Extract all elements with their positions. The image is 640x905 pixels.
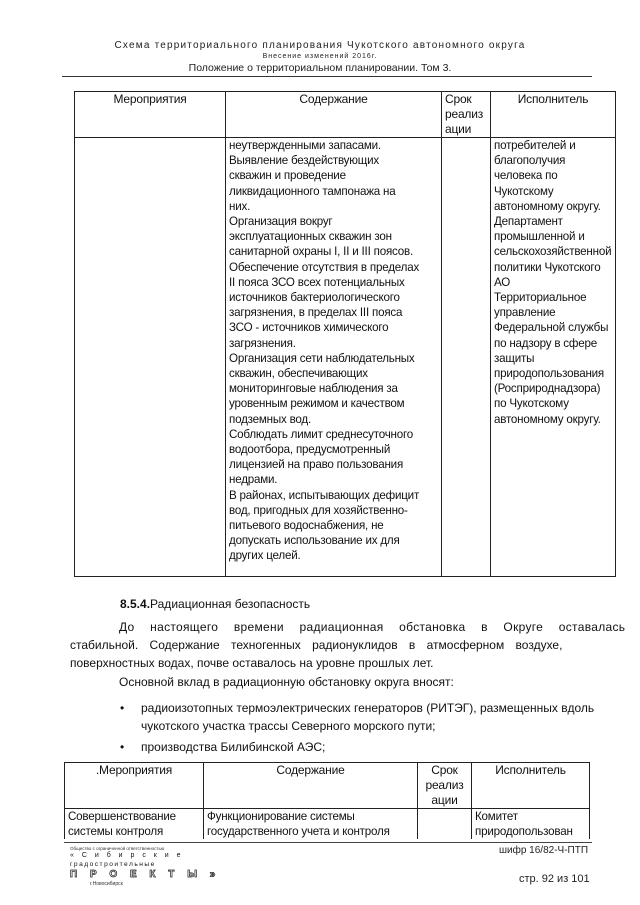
content-line: санитарной охраны I, II и III поясов. bbox=[229, 245, 413, 259]
header-divider bbox=[62, 76, 592, 77]
executor-line: промышленной и bbox=[494, 230, 585, 244]
executor-line: АО bbox=[494, 275, 511, 289]
company-org-line: Общество с ограниченной ответственностью bbox=[70, 846, 165, 851]
table-header-row bbox=[65, 763, 590, 809]
section-title: Радиационная безопасность bbox=[150, 597, 311, 611]
content-line: загрязнения, в пределах III пояса bbox=[229, 306, 403, 320]
bullet-line: чукотского участка трассы Северного морского пути; bbox=[141, 719, 436, 733]
content-line: мониторинговые наблюдения за bbox=[229, 382, 398, 396]
section-number: 8.5.4. bbox=[120, 597, 151, 611]
paragraph-radiation-status bbox=[70, 618, 626, 672]
content-line: источников бактериологического bbox=[229, 291, 400, 305]
executor-line: человека по bbox=[494, 169, 558, 183]
executor-line: потребителей и bbox=[494, 139, 576, 152]
page-number: стр. 92 из 101 bbox=[519, 873, 590, 885]
paragraph-line: Основной вклад в радиационную обстановку округа вносят: bbox=[119, 675, 454, 689]
content-line: скважин и проведение bbox=[229, 169, 346, 183]
content-line: неутвержденными запасами. bbox=[229, 139, 381, 152]
executor-line: автономному округу. bbox=[494, 199, 601, 213]
content-line: недрами. bbox=[229, 473, 278, 487]
col-content: Содержание bbox=[226, 92, 442, 138]
executor-line: Территориальное bbox=[494, 291, 587, 305]
cell-executor bbox=[472, 809, 590, 840]
col-content: Содержание bbox=[204, 763, 418, 809]
document-title: Схема территориального планирования Чукотского автономного округа bbox=[114, 40, 526, 51]
executor-line: природопользования bbox=[494, 367, 604, 381]
executor-line: природопользован bbox=[475, 825, 573, 839]
executor-line: управление bbox=[494, 306, 556, 320]
bullet-line: радиоизотопных термоэлектрических генераторов (РИТЭГ), размещенных вдоль bbox=[141, 701, 595, 715]
executor-line: политики Чукотского bbox=[494, 260, 601, 274]
content-line: вод, пригодных для хозяйственно- bbox=[229, 503, 408, 517]
content-line: скважин, обеспечивающих bbox=[229, 367, 368, 381]
content-line: лицензией на право пользования bbox=[229, 458, 404, 472]
col-executor: Исполнитель bbox=[491, 92, 616, 138]
col-term-line: ации bbox=[445, 122, 472, 136]
col-measures: Мероприятия bbox=[75, 92, 226, 138]
measures-table-2 bbox=[64, 762, 590, 839]
paragraph-line: поверхностных водах, почве оставалось на уровне прошлых лет. bbox=[70, 656, 434, 670]
content-line: II пояса ЗСО всех потенциальных bbox=[229, 275, 405, 289]
cell-executor bbox=[491, 138, 616, 577]
col-measures: .Мероприятия bbox=[65, 763, 204, 809]
content-line: ЗСО - источников химического bbox=[229, 321, 389, 335]
content-line: загрязнения. bbox=[229, 336, 296, 350]
paragraph-line: До настоящего времени радиационная обстановка в Округе оставалась bbox=[119, 620, 626, 634]
content-line: других целей. bbox=[229, 549, 301, 563]
content-line: государственного учета и контроля bbox=[207, 825, 390, 839]
col-term-line: реализ bbox=[425, 778, 464, 792]
document-cipher: шифр 16/82-Ч-ПТП bbox=[499, 845, 589, 856]
content-line: Обеспечение отсутствия в пределах bbox=[229, 260, 420, 274]
section-heading bbox=[120, 597, 310, 611]
paragraph-line: стабильной. Содержание техногенных радионуклидов в атмосферном воздухе, bbox=[70, 638, 563, 652]
bullet-item-npp bbox=[120, 738, 325, 756]
company-brand-line: « С и б и р с к и е bbox=[70, 852, 184, 859]
cell-term bbox=[442, 138, 491, 577]
table-row bbox=[75, 138, 616, 577]
executor-line: благополучия bbox=[494, 154, 566, 168]
document-volume: Положение о территориальном планировании. Том 3. bbox=[188, 62, 452, 74]
cell-content bbox=[204, 809, 418, 840]
col-term-line: реализ bbox=[445, 107, 484, 121]
table-row bbox=[65, 809, 590, 840]
content-line: водоотбора, предусмотренный bbox=[229, 443, 391, 457]
bullet-item-rtg bbox=[120, 699, 594, 735]
content-line: эксплуатационных скважин зон bbox=[229, 230, 392, 244]
col-term-line: Срок bbox=[431, 763, 458, 777]
executor-line: Департамент bbox=[494, 215, 563, 229]
content-line: Функционирование системы bbox=[207, 810, 355, 823]
col-term-line: ации bbox=[431, 793, 458, 807]
content-line: Соблюдать лимит среднесуточного bbox=[229, 427, 414, 441]
col-term bbox=[418, 763, 472, 809]
executor-line: защиты bbox=[494, 351, 535, 365]
cell-content bbox=[226, 138, 442, 577]
executor-line: Чукотскому bbox=[494, 184, 554, 198]
paragraph-main-contribution bbox=[119, 673, 454, 691]
content-line: ликвидационного тампонажа на bbox=[229, 184, 396, 198]
content-line: В районах, испытывающих дефицит bbox=[229, 488, 420, 502]
executor-line: (Росприроднадзора) bbox=[494, 382, 601, 396]
content-line: Организация сети наблюдательных bbox=[229, 351, 415, 365]
cell-measures bbox=[65, 809, 204, 840]
cell-term bbox=[418, 809, 472, 840]
measures-line: системы контроля bbox=[68, 825, 164, 839]
bullet-marker: • bbox=[120, 740, 125, 754]
executor-line: по надзору в сфере bbox=[494, 336, 597, 350]
executor-line: сельскохозяйственной bbox=[494, 245, 612, 259]
company-city: г.Новосибирск bbox=[90, 881, 123, 887]
company-brand-line: П Р О Е К Т Ы » bbox=[70, 869, 221, 880]
executor-line: Федеральной службы bbox=[494, 321, 609, 335]
cell-measures bbox=[75, 138, 226, 577]
content-line: подземных вод. bbox=[229, 412, 312, 426]
document-subtitle: Внесение изменений 2016г. bbox=[262, 53, 378, 60]
measures-table bbox=[74, 91, 616, 577]
executor-line: по Чукотскому bbox=[494, 397, 569, 411]
measures-line: Совершенствование bbox=[68, 810, 176, 823]
footer-divider bbox=[64, 842, 592, 843]
content-line: питьевого водоснабжения, не bbox=[229, 519, 384, 533]
bullet-line: производства Билибинской АЭС; bbox=[141, 740, 326, 754]
executor-line: Комитет bbox=[475, 810, 518, 823]
table-header-row bbox=[75, 92, 616, 138]
col-term bbox=[442, 92, 491, 138]
content-line: Выявление бездействующих bbox=[229, 154, 379, 168]
content-line: Организация вокруг bbox=[229, 215, 333, 229]
col-executor: Исполнитель bbox=[472, 763, 590, 809]
company-brand-line: градостроительные bbox=[70, 861, 156, 868]
content-line: допускать использование их для bbox=[229, 534, 400, 548]
bullet-marker: • bbox=[120, 701, 125, 715]
content-line: них. bbox=[229, 199, 251, 213]
col-term-line: Срок bbox=[445, 92, 472, 106]
company-logo bbox=[70, 846, 221, 887]
executor-line: автономному округу. bbox=[494, 412, 601, 426]
content-line: уровенным режимом и качеством bbox=[229, 397, 405, 411]
